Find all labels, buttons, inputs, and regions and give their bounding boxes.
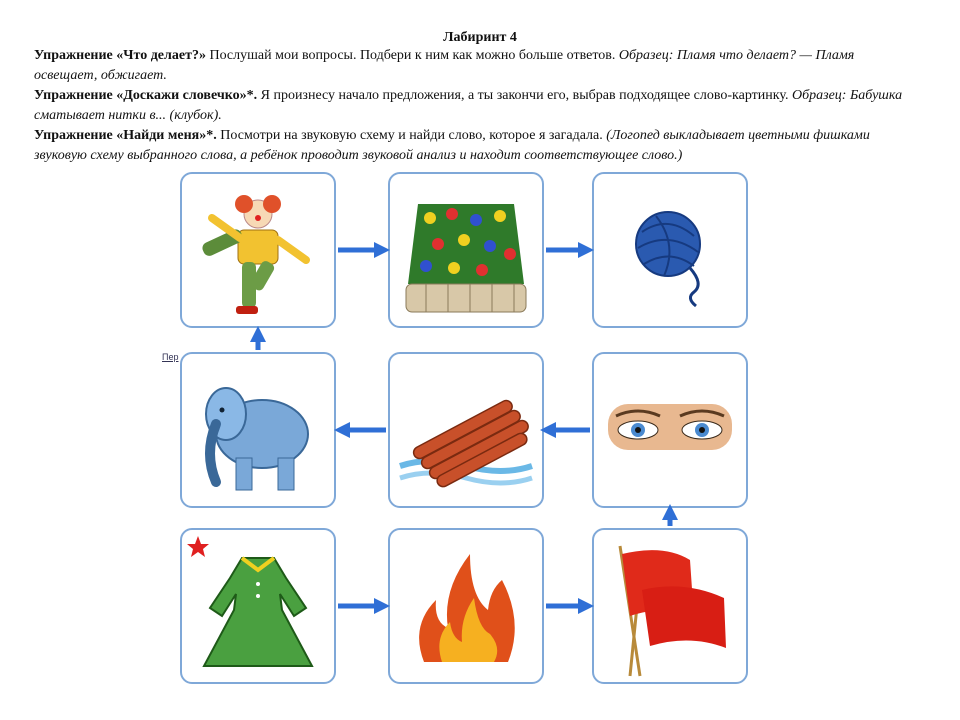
exercise-1-label: Упражнение «Что делает?»: [34, 48, 206, 63]
side-label: Пер: [162, 352, 179, 362]
exercise-3-label: Упражнение «Найди меня»*.: [34, 128, 217, 143]
page-title: Лабиринт 4: [443, 30, 517, 45]
exercise-3-example: (Логопед выкладывает цветными фишками звуковую схему выбранного слова, а ребёнок проводит звуковой анализ и находит соответствующее слово.): [34, 128, 870, 163]
exercise-2-text: Я произнесу начало предложения, а ты закончи его, выбрав подходящее слово-картинку.: [257, 88, 792, 103]
exercise-1-text: Послушай мои вопросы. Подбери к ним как можно больше ответов.: [205, 48, 619, 63]
exercise-2-example: Образец: Бабушка сматывает нитки в... (клубок).: [34, 88, 903, 123]
exercise-2-label: Упражнение «Доскажи словечко»*.: [34, 88, 258, 103]
exercise-1-example: Образец: Пламя что делает? — Пламя освещает, обжигает.: [34, 48, 855, 83]
exercise-3-text: Посмотри на звуковую схему и найди слово, которое я загадала.: [216, 128, 607, 143]
